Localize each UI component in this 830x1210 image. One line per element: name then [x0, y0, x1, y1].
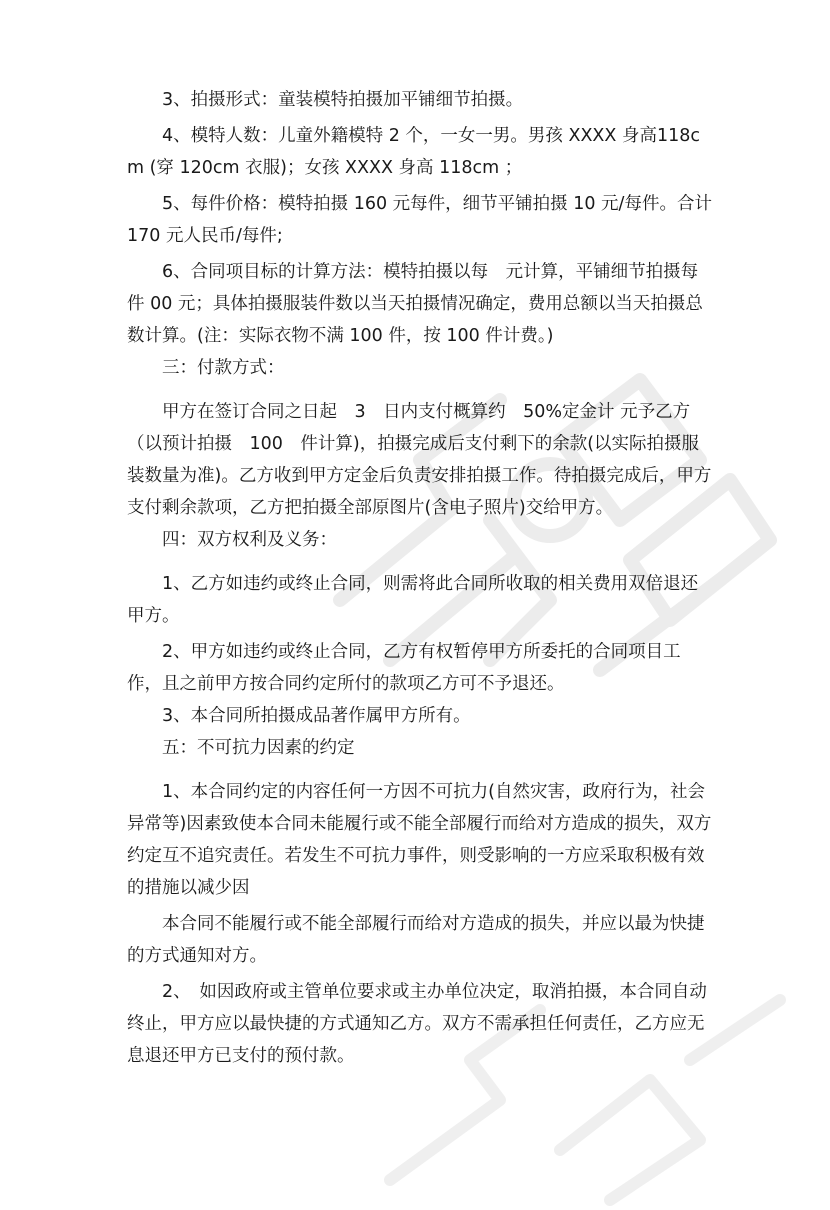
paragraph-force-majeure-cont: 本合同不能履行或不能全部履行而给对方造成的损失，并应以最为快捷的方式通知对方。 [127, 914, 705, 966]
paragraph-party-a-breach: 2、甲方如违约或终止合同，乙方有权暂停甲方所委托的合同项目工作，且之前甲方按合同约定所付的款项乙方可不予退还。 [127, 642, 681, 694]
heading-force-majeure: 五：不可抗力因素的约定 [162, 738, 355, 758]
paragraph-force-majeure-2: 2、 如因政府或主管单位要求或主办单位决定，取消拍摄，本合同自动终止，甲方应以最快捷的方式通知乙方。双方不需承担任何责任，乙方应无息退还甲方已支付的预付款。 [127, 982, 707, 1066]
paragraph-shooting-form: 3、拍摄形式：童装模特拍摄加平铺细节拍摄。 [162, 90, 524, 110]
paragraph-party-b-breach: 1、乙方如违约或终止合同，则需将此合同所收取的相关费用双倍退还甲方。 [127, 574, 699, 626]
heading-rights-obligations: 四：双方权利及义务： [162, 530, 337, 550]
heading-payment: 三：付款方式： [162, 358, 285, 378]
paragraph-model-count: 4、模特人数：儿童外籍模特 2 个，一女一男。男孩 XXXX 身高118cm (穿 120cm 衣服)；女孩 XXXX 身高 118cm ； [127, 126, 700, 178]
paragraph-calculation: 6、合同项目标的计算方法：模特拍摄以每 元计算，平铺细节拍摄每件 00 元；具体拍摄服装件数以当天拍摄情况确定，费用总额以当天拍摄总数计算。(注：实际衣物不满 100 件，按 100 件计费。) [127, 262, 703, 346]
paragraph-force-majeure-1: 1、本合同约定的内容任何一方因不可抗力(自然灾害，政府行为，社会异常等)因素致使本合同未能履行或不能全部履行而给对方造成的损失，双方约定互不追究责任。若发生不可抗力事件，则受影响的一方应采取积极有效的措施以减少因 [127, 782, 712, 898]
paragraph-copyright: 3、本合同所拍摄成品著作属甲方所有。 [162, 706, 471, 726]
paragraph-payment-terms: 甲方在签订合同之日起 3 日内支付概算约 50%定金计 元予乙方（以预计拍摄 100 件计算)，拍摄完成后支付剩下的余款(以实际拍摄服装数量为准)。乙方收到甲方定金后负责安排拍摄工作。待拍摄完成后，甲方支付剩余款项，乙方把拍摄全部原图片(含电子照片)交给甲方。 [127, 402, 712, 518]
document-body [127, 84, 712, 1072]
paragraph-price: 5、每件价格：模特拍摄 160 元每件，细节平铺拍摄 10 元/每件。合计 170 元人民币/每件; [127, 194, 712, 246]
